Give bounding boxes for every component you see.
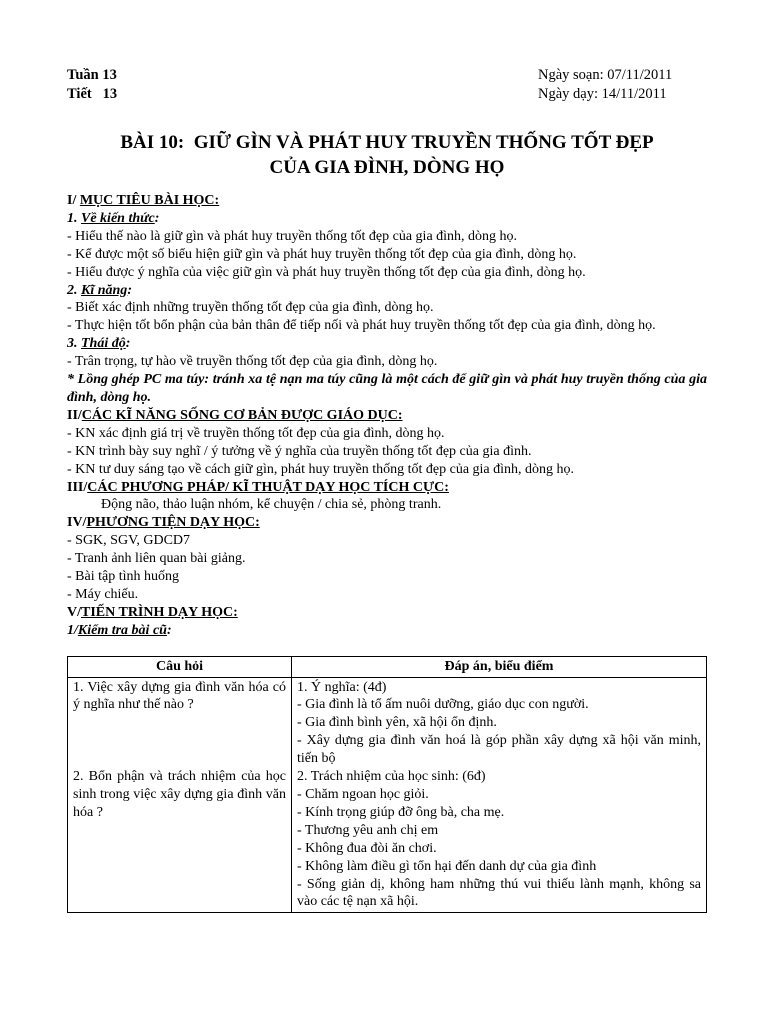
answer-line: - Không đua đòi ăn chơi. (297, 840, 437, 856)
knowledge-item: - Hiểu thế nào là giữ gìn và phát huy truyền thống tốt đẹp của gia đình, dòng họ. (67, 228, 518, 244)
drug-prevention-note: * Lồng ghép PC ma túy: tránh xa tệ nạn ma túy cũng là một cách để giữ gìn và phát huy truyền thống của gia đình, dòng họ. (67, 372, 707, 405)
question-spacer (73, 714, 286, 768)
section-4-heading: IV/PHƯƠNG TIỆN DẠY HỌC: (67, 515, 260, 531)
lesson-number: Tiết 13 (67, 86, 118, 102)
table-row (68, 677, 707, 913)
title-line-2: CỦA GIA ĐÌNH, DÒNG HỌ (269, 157, 505, 178)
question-2: 2. Bổn phận và trách nhiệm của học sinh trong việc xây dựng gia đình văn hóa ? (73, 769, 286, 821)
material-item: - SGK, SGV, GDCD7 (67, 533, 191, 549)
skills-item: - Biết xác định những truyền thống tốt đẹp của gia đình, dòng họ. (67, 300, 434, 316)
attitude-heading: 3. Thái độ: (67, 336, 131, 352)
title-line-1: BÀI 10: GIỮ GÌN VÀ PHÁT HUY TRUYỀN THỐNG TỐT ĐẸP (120, 132, 654, 153)
section-3-heading: III/CÁC PHƯƠNG PHÁP/ KĨ THUẬT DẠY HỌC TÍCH CỰC: (67, 479, 449, 495)
document-header (67, 66, 707, 104)
knowledge-item: - Hiểu được ý nghĩa của việc giữ gìn và phát huy truyền thống tốt đẹp của gia đình, dòng họ. (67, 264, 586, 280)
answer-line: - Không làm điều gì tổn hại đến danh dự của gia đình (297, 858, 597, 874)
methods-text: Động não, thảo luận nhóm, kể chuyện / chia sẻ, phòng tranh. (101, 497, 442, 513)
material-item: - Bài tập tình huống (67, 569, 179, 585)
knowledge-item: - Kể được một số biểu hiện giữ gìn và phát huy truyền thống tốt đẹp của gia đình, dòng họ. (67, 246, 577, 262)
life-skill-item: - KN tư duy sáng tạo về cách giữ gìn, phát huy truyền thống tốt đẹp của gia đình, dòng họ. (67, 461, 575, 477)
section-2-heading: II/CÁC KĨ NĂNG SỐNG CƠ BẢN ĐƯỢC GIÁO DỤC: (67, 407, 403, 423)
section-5-heading: V/TIẾN TRÌNH DẠY HỌC: (67, 604, 238, 620)
answer-line: - Chăm ngoan học giỏi. (297, 787, 429, 802)
answer-line: - Thương yêu anh chị em (297, 822, 439, 838)
header-left (67, 66, 117, 104)
week-label: Tuần 13 (67, 67, 117, 83)
old-lesson-check-heading: 1/Kiểm tra bài cũ: (67, 622, 172, 638)
attitude-item: - Trân trọng, tự hào về truyền thống tốt đẹp của gia đình, dòng họ. (67, 354, 438, 370)
answer-line: - Kính trọng giúp đỡ ông bà, cha mẹ. (297, 804, 505, 820)
answer-line: - Gia đình là tổ ấm nuôi dưỡng, giáo dục con người. (297, 697, 589, 713)
answer-line: 2. Trách nhiệm của học sinh: (6đ) (297, 769, 486, 785)
answer-cell (292, 677, 707, 913)
life-skill-item: - KN trình bày suy nghĩ / ý tưởng về ý nghĩa của truyền thống tốt đẹp của gia đình. (67, 443, 532, 459)
answer-line: - Gia đình bình yên, xã hội ổn định. (297, 715, 497, 731)
material-item: - Máy chiếu. (67, 586, 139, 602)
prep-date: Ngày soạn: 07/11/2011 (538, 67, 673, 83)
life-skill-item: - KN xác định giá trị về truyền thống tốt đẹp của gia đình, dòng họ. (67, 425, 445, 441)
column-header-question: Câu hỏi (68, 656, 292, 677)
section-1-heading: I/ MỤC TIÊU BÀI HỌC: (67, 193, 220, 208)
skills-heading: 2. Kĩ năng: (67, 282, 132, 298)
answer-line: - Xây dựng gia đình văn hoá là góp phần xây dựng xã hội văn minh, tiến bộ (297, 733, 701, 767)
lesson-title (67, 130, 707, 180)
table-header-row (68, 656, 707, 677)
question-cell (68, 677, 292, 913)
review-questions-table (67, 656, 707, 914)
skills-item: - Thực hiện tốt bổn phận của bản thân để tiếp nối và phát huy truyền thống tốt đẹp của gia đình, dòng họ. (67, 318, 656, 334)
column-header-answer: Đáp án, biểu điểm (292, 656, 707, 677)
teach-date: Ngày dạy: 14/11/2011 (538, 86, 667, 102)
header-right (538, 66, 672, 104)
question-1: 1. Việc xây dựng gia đình văn hóa có ý nghĩa như thế nào ? (73, 679, 286, 713)
answer-line: - Sống giản dị, không ham những thú vui thiếu lành mạnh, không sa vào các tệ nạn xã hội. (297, 876, 701, 910)
answer-line: 1. Ý nghĩa: (4đ) (297, 679, 387, 695)
knowledge-heading: 1. Về kiến thức: (67, 210, 160, 226)
lesson-plan-page (67, 66, 707, 913)
material-item: - Tranh ảnh liên quan bài giảng. (67, 551, 246, 567)
